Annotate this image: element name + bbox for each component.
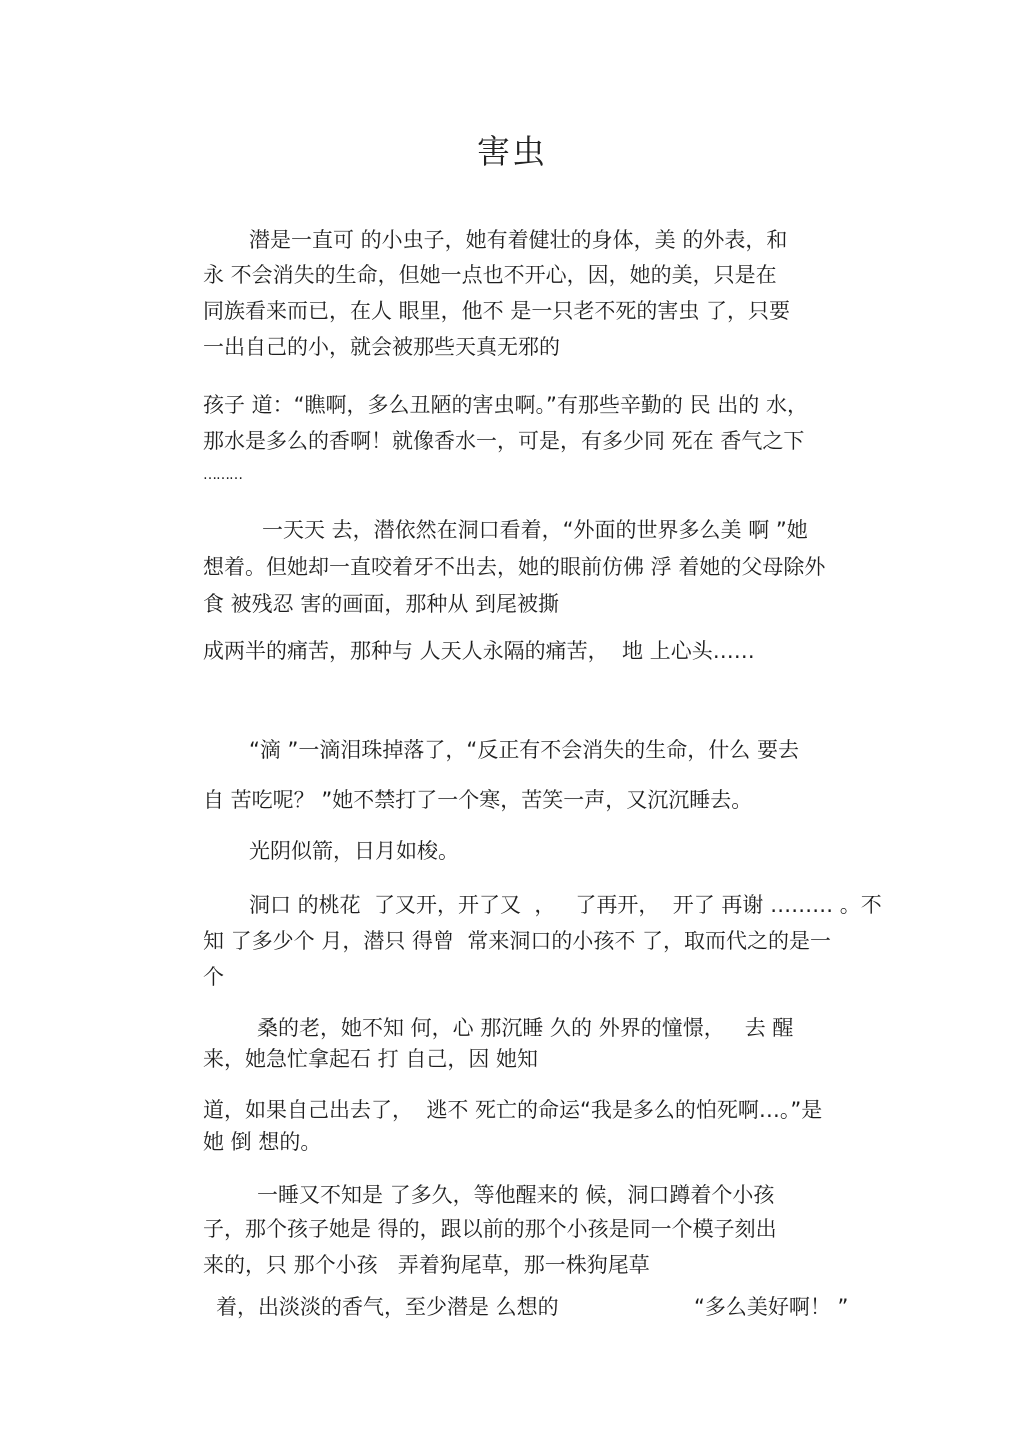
text-line: 成两半的痛苦，那种与 人天人永隔的痛苦， 地 上心头…… <box>203 639 755 663</box>
text-line: 潜是一直可 的小虫子，她有着健壮的身体，美 的外表，和 <box>249 228 788 252</box>
text-line: 着，出淡淡的香气，至少潜是 么想的 <box>216 1295 559 1319</box>
text-line: 桑的老，她不知 何，心 那沉睡 久的 外界的憧憬， 去 醒 <box>257 1016 794 1040</box>
text-line: 一天天 去，潜依然在洞口看着，“外面的世界多么美 啊 ”她 <box>262 518 808 542</box>
text-line: 那水是多么的香啊！就像香水一，可是，有多少同 死在 香气之下 <box>203 429 805 453</box>
text-line: 孩子 道：“瞧啊，多么丑陋的害虫啊。”有那些辛勤的 民 出的 水， <box>203 393 808 417</box>
text-line: 想着。但她却一直咬着牙不出去，她的眼前仿佛 浮 着她的父母除外 <box>203 555 826 579</box>
text-line: 自 苦吃呢？ ”她不禁打了一个寒，苦笑一声，又沉沉睡去。 <box>203 788 753 812</box>
text-line: 个 <box>203 965 224 989</box>
text-line: 一出自己的小，就会被那些天真无邪的 <box>203 335 560 359</box>
text-line: 子，那个孩子她是 得的，跟以前的那个小孩是同一个模子刻出 <box>203 1217 777 1241</box>
text-line: 同族看来而已，在人 眼里，他不 是一只老不死的害虫 了，只要 <box>203 299 791 323</box>
ellipsis-line: ……… <box>203 467 242 483</box>
text-line: 知 了多少个 月，潜只 得曾 常来洞口的小孩不 了，取而代之的是一 <box>203 929 832 953</box>
quote-line: “多么美好啊！ ” <box>694 1295 849 1319</box>
text-line: 永 不会消失的生命，但她一点也不开心，因，她的美，只是在 <box>203 263 777 287</box>
text-line: 洞口 的桃花 了又开，开了又 ， 了再开， 开了 再谢 ……… 。不 <box>249 893 882 917</box>
text-line: 来，她急忙拿起石 打 自己，因 她知 <box>203 1047 539 1071</box>
text-line: 她 倒 想的。 <box>203 1130 322 1154</box>
document-title: 害虫 <box>477 132 547 171</box>
text-line: “滴 ”一滴泪珠掉落了，“反正有不会消失的生命，什么 要去 <box>249 738 799 762</box>
text-line: 来的，只 那个小孩 弄着狗尾草，那一株狗尾草 <box>203 1253 650 1277</box>
text-line: 一睡又不知是 了多久，等他醒来的 候，洞口蹲着个小孩 <box>257 1183 775 1207</box>
text-line: 光阴似箭，日月如梭。 <box>249 839 459 863</box>
text-line: 道，如果自己出去了， 逃不 死亡的命运“我是多么的怕死啊…。”是 <box>203 1098 823 1122</box>
text-line: 食 被残忍 害的画面，那种从 到尾被撕 <box>203 592 560 616</box>
